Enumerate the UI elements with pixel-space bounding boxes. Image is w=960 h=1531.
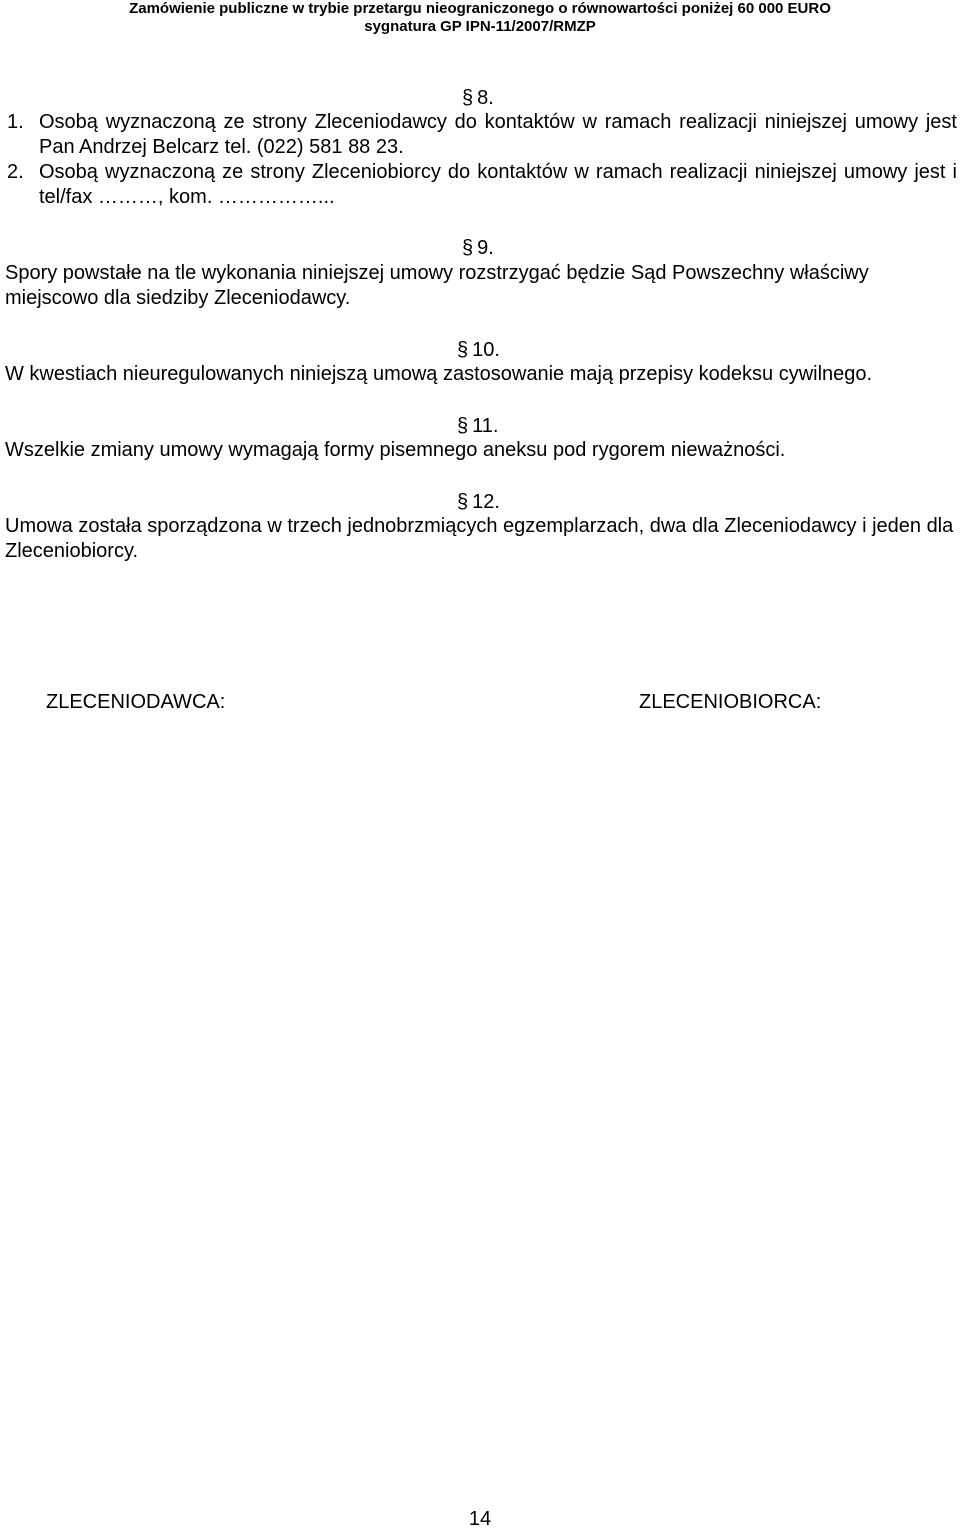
section-number: 10. [472,339,500,361]
list-item [7,110,957,160]
section-10-text: W kwestiach nieuregulowanych niniejszą umową zastosowanie mają przepisy kodeksu cywilnego. [5,363,873,385]
header-title: Zamówienie publiczne w trybie przetargu nieograniczonego o równowartości poniżej 60 000 EURO [129,0,831,17]
document-header [0,0,960,36]
section-8-list [7,110,957,210]
header-signature: sygnatura GP IPN-11/2007/RMZP [364,18,596,35]
section-12-heading [457,490,500,514]
section-11-text: Wszelkie zmiany umowy wymagają formy pisemnego aneksu pod rygorem nieważności. [5,439,786,461]
section-12-text: Umowa została sporządzona w trzech jednobrzmiących egzemplarzach, dwa dla Zleceniodawcy i jeden dla Zleceniobiorcy. [5,515,954,562]
list-item [7,160,957,210]
section-symbol: § [457,415,469,437]
list-item-number: 2. [7,161,24,183]
section-9-heading [462,236,494,260]
list-item-text: Osobą wyznaczoną ze strony Zleceniodawcy do kontaktów w ramach realizacji niniejszej umowy jest Pan Andrzej Belcarz tel. (022) 581 88 23. [39,111,957,158]
section-number: 8. [477,87,494,109]
page-number: 14 [468,1508,492,1530]
section-11-heading [457,414,498,438]
section-symbol: § [457,339,469,361]
list-item-number: 1. [7,111,24,133]
signature-zleceniodawca: ZLECENIODAWCA: [46,691,226,713]
section-10-heading [457,338,500,362]
section-symbol: § [457,491,469,513]
section-8-heading [462,86,494,110]
section-number: 12. [472,491,500,513]
section-number: 9. [477,237,494,259]
section-symbol: § [462,237,474,259]
section-symbol: § [462,87,474,109]
section-9-text: Spory powstałe na tle wykonania niniejszej umowy rozstrzygać będzie Sąd Powszechny właściwy miejscowo dla siedziby Zleceniodawcy. [5,262,869,309]
section-number: 11. [472,415,499,437]
list-item-text: Osobą wyznaczoną ze strony Zleceniobiorcy do kontaktów w ramach realizacji niniejszej umowy jest i tel/fax ………, kom. ……………... [39,161,957,208]
signature-zleceniobiorca: ZLECENIOBIORCA: [639,691,822,713]
